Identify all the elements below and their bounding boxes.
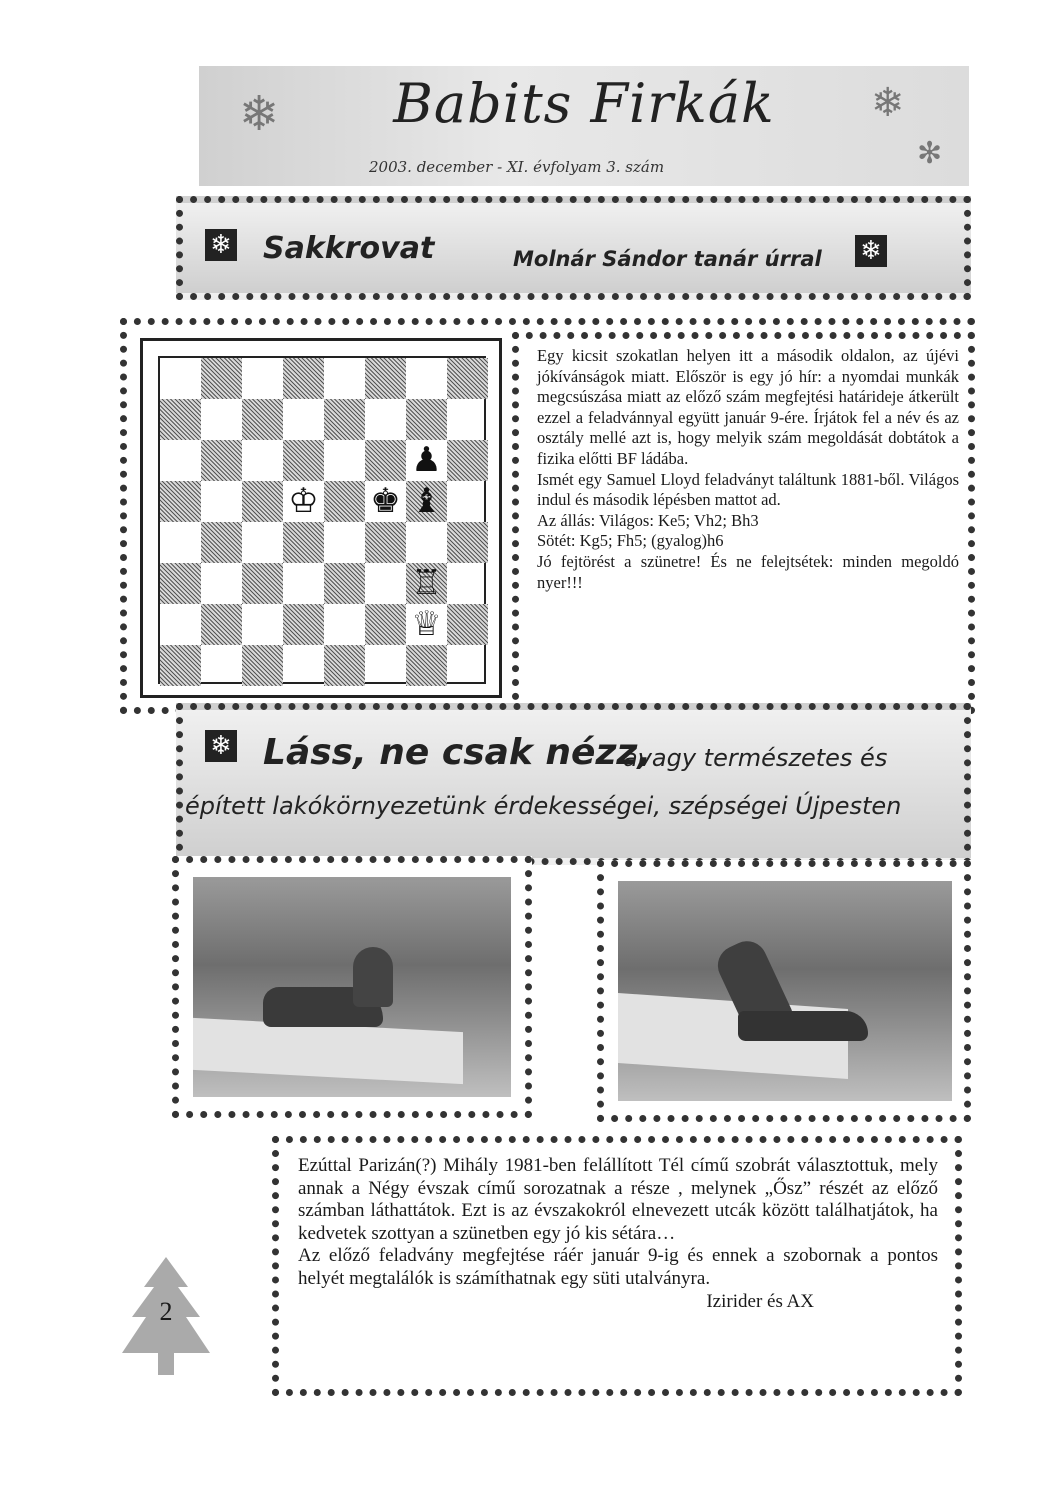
chess-square	[201, 440, 242, 481]
chess-square	[283, 522, 324, 563]
chess-square	[447, 522, 488, 563]
stone-base	[193, 1018, 463, 1084]
sculpture-photo-left	[193, 877, 511, 1097]
chess-square	[365, 399, 406, 440]
chess-square	[242, 645, 283, 686]
chess-square	[365, 563, 406, 604]
chess-square	[365, 358, 406, 399]
sled-sculpture	[738, 1011, 868, 1041]
chess-square	[447, 399, 488, 440]
chess-square	[324, 399, 365, 440]
chess-square	[201, 358, 242, 399]
chess-square	[201, 399, 242, 440]
chess-square	[283, 645, 324, 686]
chess-square	[242, 604, 283, 645]
chess-square	[324, 522, 365, 563]
lass-heading-rest: avagy természetes és	[623, 744, 888, 772]
photo-frame-left	[172, 856, 532, 1118]
chess-square	[201, 481, 242, 522]
article-paragraph: Ezúttal Parizán(?) Mihály 1981-ben felállított Tél című szobrát választottuk, mely annak a Négy évszak című sorozatnak a része , melynek „Ősz” részét az előző számban láthattátok. Ezt is az évszakokról elnevezett utcák között találhatjátok, ha kedvetek szottyan a szünetben egy jó kis sétára…	[298, 1155, 938, 1244]
chess-square	[365, 440, 406, 481]
chess-square	[242, 399, 283, 440]
chess-heading: Sakkrovat	[263, 231, 435, 266]
chess-square	[447, 481, 488, 522]
chess-board	[158, 356, 486, 684]
masthead-title: Babits Firkák	[393, 72, 775, 135]
black-king-icon: ♚	[370, 481, 401, 521]
chess-square	[406, 358, 447, 399]
black-bishop-icon: ♝	[411, 481, 442, 521]
chess-position-white: Az állás: Világos: Ke5; Vh2; Bh3	[537, 510, 759, 530]
chess-square	[160, 563, 201, 604]
photo-frame-right	[597, 860, 971, 1122]
chess-square	[242, 563, 283, 604]
article-signature: Izirider és AX	[706, 1290, 814, 1312]
lass-heading-line2: épített lakókörnyezetünk érdekességei, szépségei Újpesten	[185, 792, 902, 820]
chess-paragraph-text: Egy kicsit szokatlan helyen itt a második oldalon, az újévi jókívánságok miatt. Először is egy jó hír: a nyomdai munkák megcsúszása miatt az előző szám megfejtési határideje átkerült ezzel a feladvánnyal együtt január 9-ére. Írjátok fel a név és az osztály mellé azt is, hogy melyik szám megoldását dobtátok a fizika előtti BF ládába.	[537, 346, 959, 468]
chess-square	[447, 358, 488, 399]
chess-heading-frame	[176, 196, 971, 300]
lass-heading-bold: Láss, ne csak nézz,	[263, 732, 652, 773]
black-pawn-icon: ♟	[411, 440, 442, 480]
chess-square	[365, 604, 406, 645]
chess-square	[201, 563, 242, 604]
snowflake-icon: ❄	[205, 730, 237, 762]
chess-text	[537, 346, 959, 593]
chess-square	[160, 522, 201, 563]
chess-square	[406, 645, 447, 686]
snowflake-icon: ❄	[239, 86, 280, 142]
chess-paragraph: Ismét egy Samuel Lloyd feladványt találtunk 1881-ből. Világos indul és második lépésben mattot ad.	[537, 469, 959, 510]
chess-square	[406, 399, 447, 440]
chess-square	[201, 604, 242, 645]
chess-closing: Jó fejtörést a szünetre! És ne felejtsétek: minden megoldó nyer!!!	[537, 551, 959, 592]
chess-square	[283, 440, 324, 481]
white-king-icon: ♔	[288, 481, 319, 521]
chess-square	[160, 440, 201, 481]
chess-square	[324, 440, 365, 481]
chess-square	[242, 358, 283, 399]
chess-paragraph	[537, 346, 959, 470]
chess-square	[283, 563, 324, 604]
chess-square	[324, 604, 365, 645]
chess-square	[447, 563, 488, 604]
chess-square	[160, 399, 201, 440]
article-paragraph: Az előző feladvány megfejtése ráér január 9-ig és ennek a szobornak a pontos helyét megtalálók is számíthatnak egy süti utalványra.	[298, 1245, 938, 1289]
white-rook-icon: ♖	[411, 563, 442, 603]
chess-square	[283, 604, 324, 645]
chess-square	[447, 440, 488, 481]
snowflake-icon: ❄	[871, 80, 905, 126]
masthead-subtitle: 2003. december - XI. évfolyam 3. szám	[369, 158, 665, 176]
chess-square	[324, 645, 365, 686]
chess-square	[160, 481, 201, 522]
chess-square	[242, 440, 283, 481]
chess-square	[201, 645, 242, 686]
chess-square	[201, 522, 242, 563]
sculpture-photo-right	[618, 881, 952, 1101]
lass-heading-frame	[176, 703, 971, 865]
chess-square	[365, 522, 406, 563]
white-queen-icon: ♕	[411, 604, 442, 644]
chess-square	[283, 399, 324, 440]
chess-square	[447, 645, 488, 686]
chess-square	[160, 604, 201, 645]
chess-square	[242, 481, 283, 522]
chess-square	[324, 563, 365, 604]
chess-square	[283, 358, 324, 399]
chess-position-black: Sötét: Kg5; Fh5; (gyalog)h6	[537, 531, 724, 551]
page-number: 2	[159, 1297, 173, 1326]
chess-square	[160, 358, 201, 399]
chess-square	[365, 645, 406, 686]
article-text	[298, 1155, 938, 1313]
chess-byline: Molnár Sándor tanár úrral	[513, 247, 822, 271]
chess-square	[324, 481, 365, 522]
chess-square	[406, 522, 447, 563]
chess-square	[324, 358, 365, 399]
snowflake-icon: ✻	[917, 136, 943, 171]
tree-icon	[118, 1257, 214, 1377]
chess-square	[242, 522, 283, 563]
snowflake-icon: ❄	[205, 229, 237, 261]
chess-square	[447, 604, 488, 645]
masthead	[199, 66, 969, 186]
snowflake-icon: ❄	[855, 235, 887, 267]
chess-square	[160, 645, 201, 686]
sculpture-figure	[353, 947, 393, 1007]
